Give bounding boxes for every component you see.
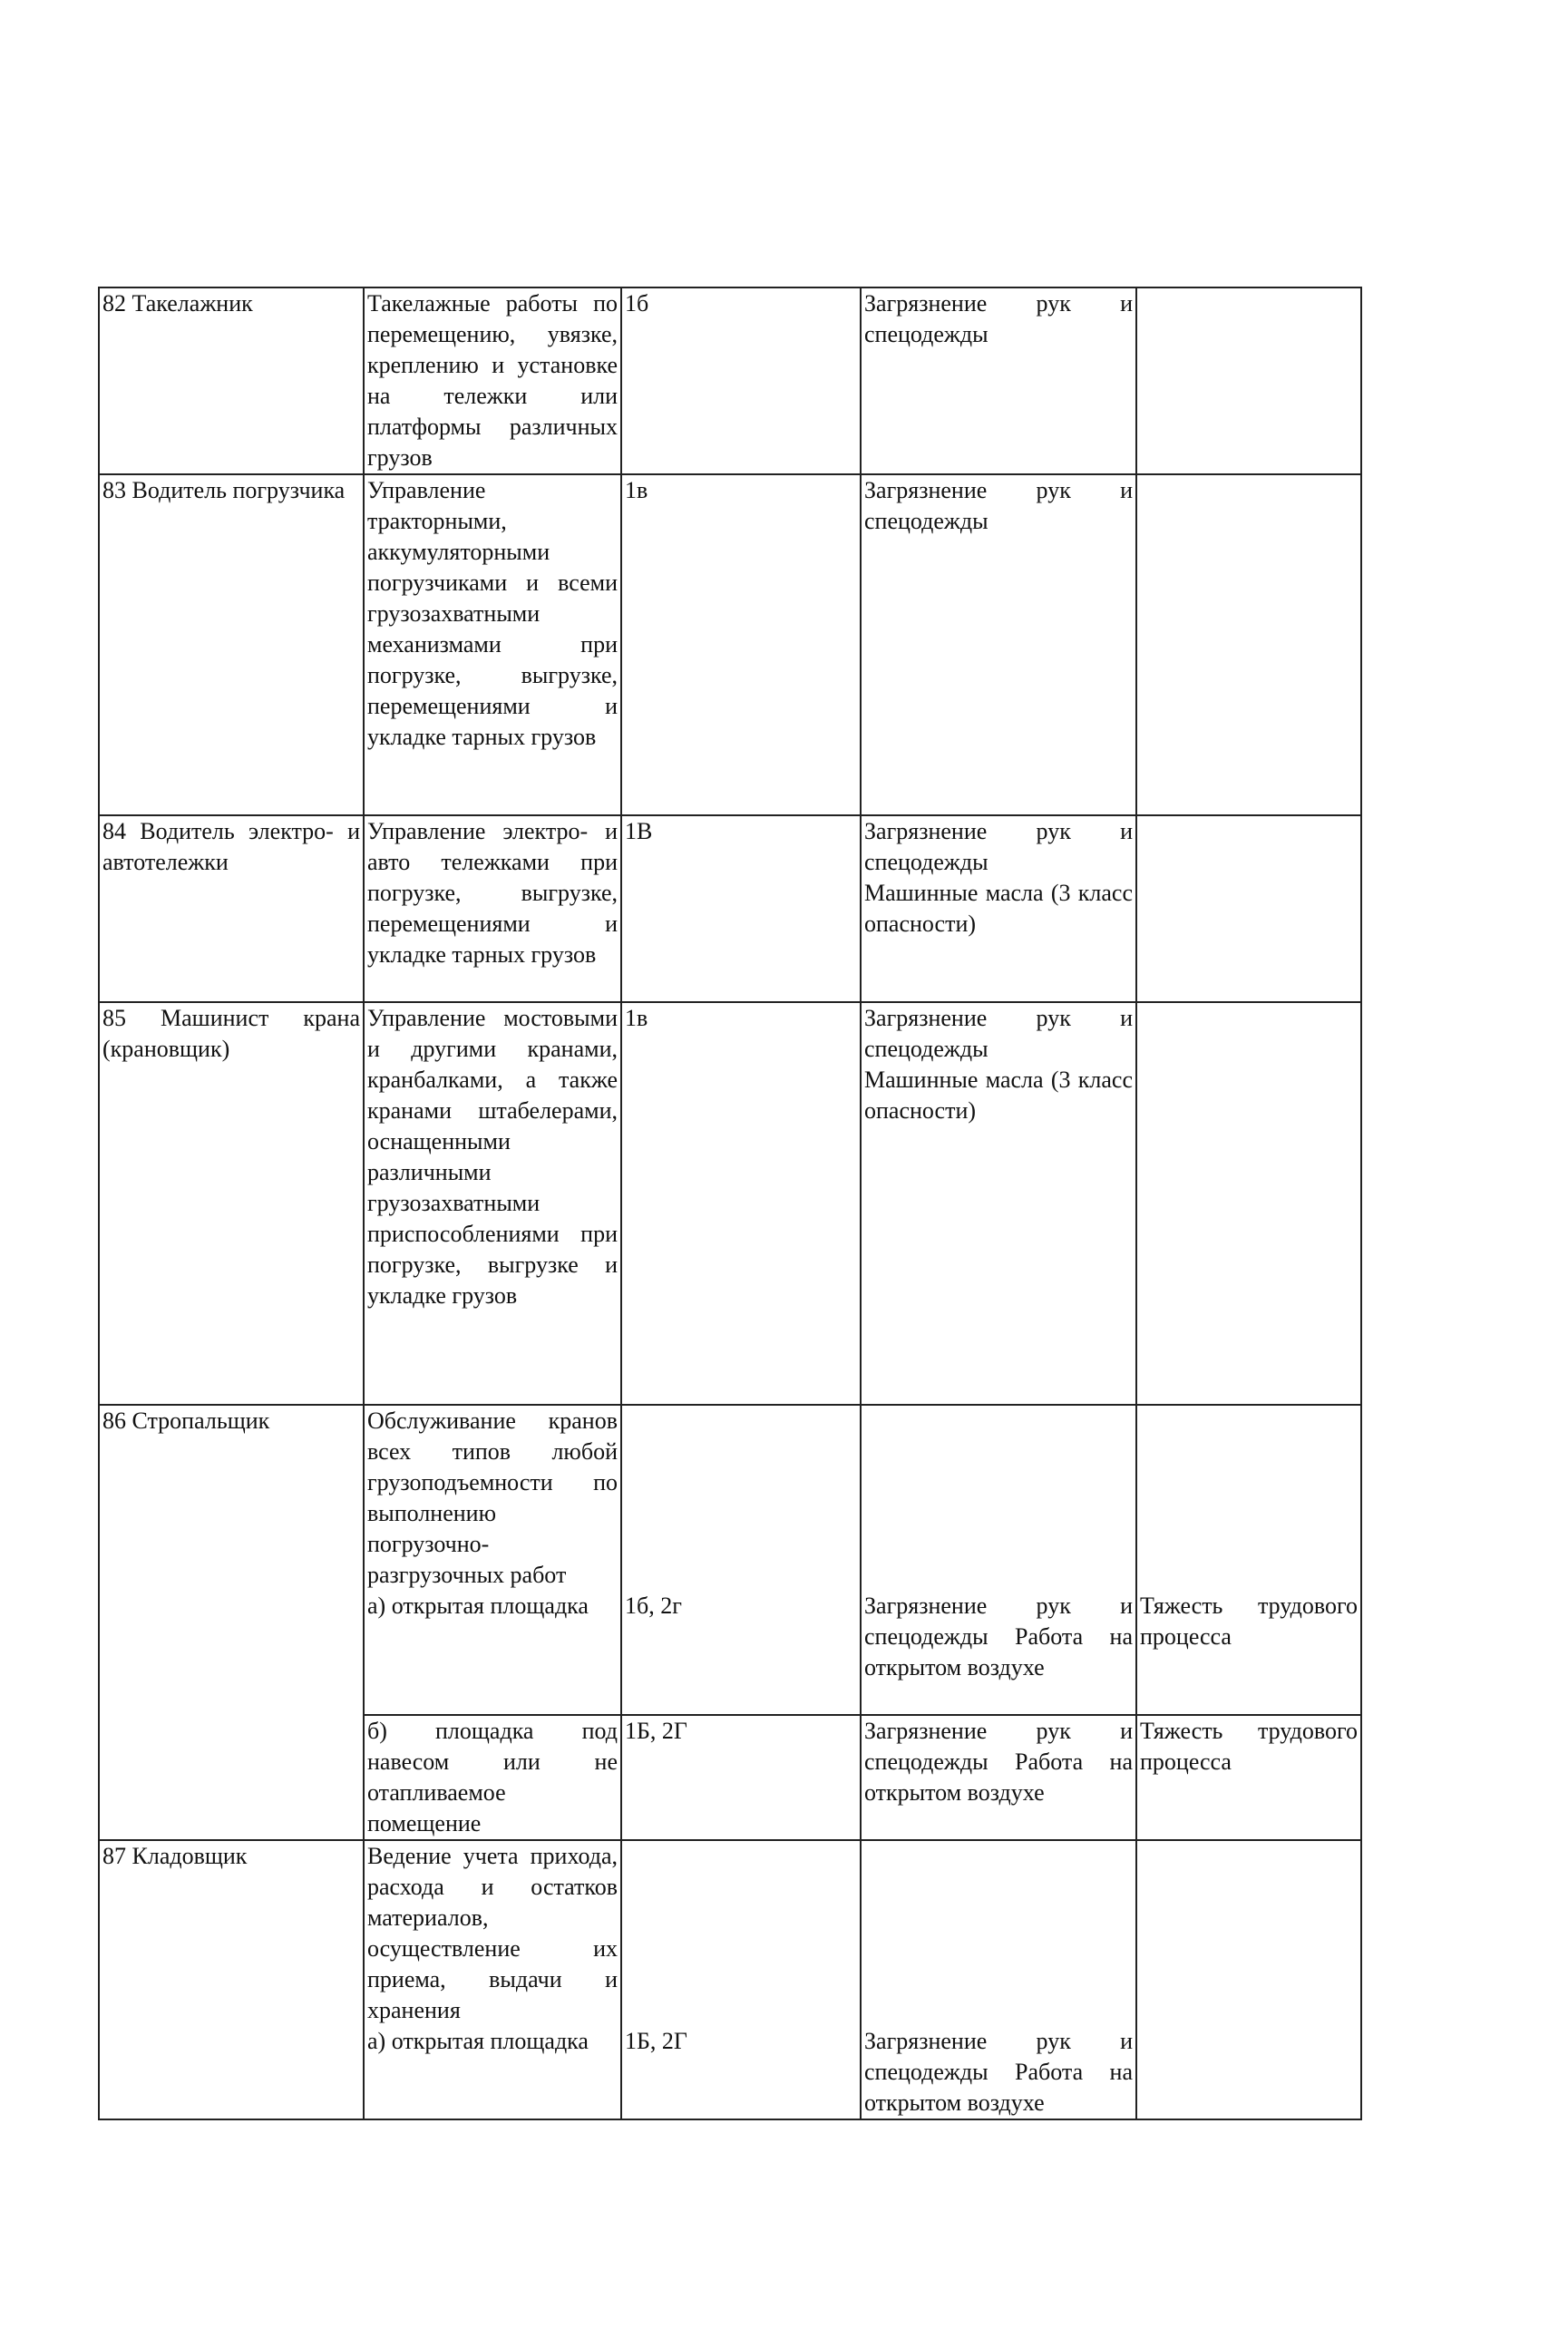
extra-factors-cell <box>1136 287 1361 474</box>
hazard-table <box>98 287 1362 2120</box>
hazard-code-cell <box>621 1840 861 2119</box>
extra-factors-cell: Тяжесть трудового процесса <box>1136 1715 1361 1840</box>
hazard-factors-cell: Загрязнение рук и спецодежды Работа на открытом воздухе <box>861 1715 1136 1840</box>
work-intro: Обслуживание кранов всех типов любой грузоподъемности по выполнению погрузочно-разгрузочных работ <box>367 1408 618 1588</box>
hazard-factors-cell <box>861 1405 1136 1715</box>
hazard-code-cell: 1б <box>621 287 861 474</box>
extra-factors-cell <box>1136 1840 1361 2119</box>
hazard-code: 1Б, 2Г <box>625 2028 687 2054</box>
work-description-cell: Такелажные работы по перемещению, увязке, креплению и установке на тележки или платформы различных грузов <box>364 287 621 474</box>
extra-factors-cell <box>1136 474 1361 815</box>
table-row <box>99 1840 1361 2119</box>
table-row <box>99 287 1361 474</box>
hazard-factors-cell <box>861 815 1136 1002</box>
table-row <box>99 1002 1361 1405</box>
hazard-factor-line: Загрязнение рук и спецодежды <box>864 818 1133 875</box>
hazard-factors-cell: Загрязнение рук и спецодежды <box>861 474 1136 815</box>
work-description-cell: Управление тракторными, аккумуляторными погрузчиками и всеми грузозахватными механизмами при погрузке, выгрузке, перемещениями и укладке тарных грузов <box>364 474 621 815</box>
profession-cell: 84 Водитель электро- и автотележки <box>99 815 364 1002</box>
table-row <box>99 815 1361 1002</box>
hazard-code-cell: 1в <box>621 474 861 815</box>
work-description-cell <box>364 1840 621 2119</box>
hazard-factor-line: Машинные масла (3 класс опасности) <box>864 1067 1133 1124</box>
hazard-factor-line: Загрязнение рук и спецодежды Работа на открытом воздухе <box>864 2028 1133 2116</box>
work-description-cell: Управление электро- и авто тележками при погрузке, выгрузке, перемещениями и укладке тарных грузов <box>364 815 621 1002</box>
hazard-code-cell: 1В <box>621 815 861 1002</box>
table-row <box>99 1405 1361 1715</box>
work-variant: а) открытая площадка <box>367 1593 589 1619</box>
profession-cell: 86 Стропальщик <box>99 1405 364 1840</box>
hazard-code-cell: 1в <box>621 1002 861 1405</box>
table-row <box>99 474 1361 815</box>
extra-factors-cell <box>1136 1002 1361 1405</box>
hazard-factor-line: Загрязнение рук и спецодежды <box>864 1005 1133 1062</box>
profession-cell: 87 Кладовщик <box>99 1840 364 2119</box>
work-description-cell <box>364 1405 621 1715</box>
extra-factor-line: Тяжесть трудового процесса <box>1140 1593 1358 1650</box>
hazard-factors-cell <box>861 1840 1136 2119</box>
profession-cell: 82 Такелажник <box>99 287 364 474</box>
hazard-code: 1б, 2г <box>625 1593 682 1619</box>
hazard-factor-line: Загрязнение рук и спецодежды Работа на открытом воздухе <box>864 1593 1133 1680</box>
work-intro: Ведение учета прихода, расхода и остатков материалов, осуществление их приема, выдачи и хранения <box>367 1843 618 2023</box>
hazard-factor-line: Машинные масла (3 класс опасности) <box>864 880 1133 937</box>
hazard-factors-cell <box>861 1002 1136 1405</box>
profession-cell: 83 Водитель погрузчика <box>99 474 364 815</box>
work-description-cell: Управление мостовыми и другими кранами, кранбалками, а также кранами штабелерами, оснащенными различными грузозахватными приспособлениями при погрузке, выгрузке и укладке грузов <box>364 1002 621 1405</box>
profession-cell: 85 Машинист крана (крановщик) <box>99 1002 364 1405</box>
hazard-factors-cell: Загрязнение рук и спецодежды <box>861 287 1136 474</box>
extra-factors-cell <box>1136 815 1361 1002</box>
work-description-cell: б) площадка под навесом или не отапливаемое помещение <box>364 1715 621 1840</box>
extra-factors-cell <box>1136 1405 1361 1715</box>
work-variant: а) открытая площадка <box>367 2028 589 2054</box>
hazard-code-cell: 1Б, 2Г <box>621 1715 861 1840</box>
hazard-code-cell <box>621 1405 861 1715</box>
